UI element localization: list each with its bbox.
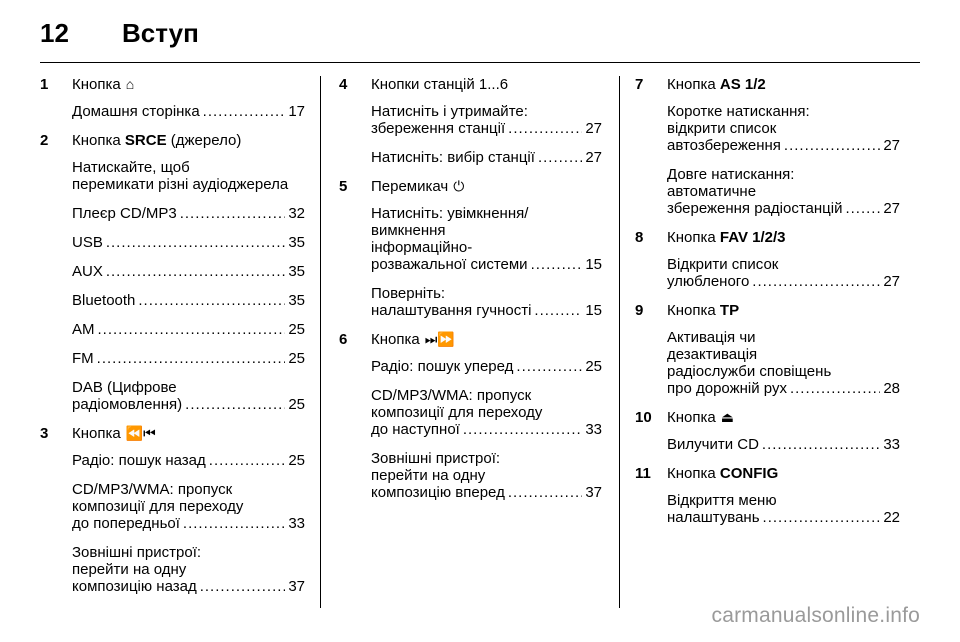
toc-text: композиції для переходу	[72, 498, 244, 515]
page-ref: 25	[288, 321, 305, 338]
toc-text: радіослужби сповіщень	[667, 363, 832, 380]
column-divider-1	[320, 76, 321, 608]
dot-leader	[209, 452, 286, 469]
entry-label: Кнопка	[72, 132, 121, 149]
toc-item	[371, 285, 602, 319]
page-ref: 35	[288, 234, 305, 251]
seek-forward-icon: ⏭⏩	[424, 331, 455, 347]
toc-text: FM	[72, 350, 94, 367]
toc-item	[667, 436, 900, 453]
page-ref: 28	[883, 380, 900, 397]
toc-text: про дорожній рух	[667, 380, 787, 397]
page-title: Вступ	[122, 18, 199, 48]
entry-heading	[371, 178, 602, 195]
toc-item	[667, 492, 900, 526]
toc-line	[72, 578, 305, 595]
toc-text: Натискайте, щоб	[72, 159, 190, 176]
toc-text: композицію вперед	[371, 484, 505, 501]
entry-number: 3	[40, 425, 49, 442]
dot-leader	[538, 149, 582, 166]
entry-5	[339, 178, 602, 319]
toc-line	[72, 515, 305, 532]
toc-line	[72, 234, 305, 251]
toc-text: автозбереження	[667, 137, 781, 154]
entry-label: Кнопка	[667, 302, 716, 319]
column-1	[40, 76, 305, 607]
toc-item	[72, 379, 305, 413]
toc-item	[72, 263, 305, 280]
toc-text: Радіо: пошук уперед	[371, 358, 514, 375]
toc-line	[72, 321, 305, 338]
page-ref: 27	[585, 149, 602, 166]
entry-heading	[667, 409, 900, 426]
dot-leader	[790, 380, 880, 397]
page-ref: 25	[288, 396, 305, 413]
toc-item	[72, 350, 305, 367]
toc-item	[72, 103, 305, 120]
toc-text: інформаційно-	[371, 239, 473, 256]
toc-item	[72, 234, 305, 251]
page-ref: 15	[585, 256, 602, 273]
page-ref: 17	[288, 103, 305, 120]
toc-line	[371, 256, 602, 273]
toc-text: USB	[72, 234, 103, 251]
toc-item	[72, 205, 305, 222]
dot-leader	[98, 321, 286, 338]
toc-line	[371, 149, 602, 166]
toc-text: Домашня сторінка	[72, 103, 200, 120]
page-ref: 25	[288, 452, 305, 469]
toc-line	[371, 484, 602, 501]
toc-text: розважальної системи	[371, 256, 528, 273]
entry-label: Кнопка	[667, 76, 716, 93]
toc-text: перейти на одну	[371, 467, 486, 484]
dot-leader	[203, 103, 286, 120]
entry-heading	[667, 76, 900, 93]
entry-heading	[371, 76, 602, 93]
page-ref: 25	[288, 350, 305, 367]
dot-leader	[106, 234, 285, 251]
entry-8	[635, 229, 900, 290]
toc-item	[371, 387, 602, 438]
toc-text: AM	[72, 321, 95, 338]
toc-line	[72, 396, 305, 413]
toc-line	[72, 263, 305, 280]
button-name: SRCE	[124, 132, 167, 149]
page-ref: 15	[585, 302, 602, 319]
toc-line	[371, 421, 602, 438]
toc-text: Плеєр CD/MP3	[72, 205, 177, 222]
entry-heading	[72, 132, 305, 149]
toc-text: відкрити список	[667, 120, 777, 137]
toc-text: композиції для переходу	[371, 404, 543, 421]
column-3	[635, 76, 900, 538]
entry-heading	[72, 76, 305, 93]
entry-number: 5	[339, 178, 348, 195]
button-name: AS 1/2	[719, 76, 766, 93]
toc-item	[72, 292, 305, 309]
column-divider-2	[619, 76, 620, 608]
column-2	[339, 76, 602, 513]
entry-number: 6	[339, 331, 348, 348]
toc-line	[667, 200, 900, 217]
dot-leader	[762, 436, 880, 453]
entry-heading	[667, 465, 900, 482]
entry-heading	[371, 331, 602, 348]
entry-label: Кнопка	[72, 76, 121, 93]
page-header	[40, 12, 920, 52]
toc-text: Радіо: пошук назад	[72, 452, 206, 469]
toc-text: перейти на одну	[72, 561, 187, 578]
button-name: CONFIG	[719, 465, 779, 482]
entry-11	[635, 465, 900, 526]
page-ref: 33	[585, 421, 602, 438]
entry-suffix: (джерело)	[166, 132, 242, 149]
page-ref: 35	[288, 292, 305, 309]
toc-item	[371, 205, 602, 273]
home-icon: ⌂	[125, 76, 135, 92]
page-ref: 37	[288, 578, 305, 595]
page-number: 12	[40, 18, 69, 48]
page-ref: 27	[585, 120, 602, 137]
toc-line	[72, 103, 305, 120]
entry-2	[40, 132, 305, 413]
toc-line	[72, 350, 305, 367]
toc-text: Поверніть:	[371, 285, 446, 302]
toc-item	[371, 450, 602, 501]
toc-text: Активація чи	[667, 329, 756, 346]
toc-text: Вилучити CD	[667, 436, 759, 453]
toc-text: Натисніть і утримайте:	[371, 103, 528, 120]
entry-number: 9	[635, 302, 644, 319]
toc-item	[72, 544, 305, 595]
toc-text: Зовнішні пристрої:	[72, 544, 202, 561]
dot-leader	[516, 358, 582, 375]
entry-1	[40, 76, 305, 120]
power-knob-icon: ⏻	[453, 178, 465, 194]
entry-4	[339, 76, 602, 166]
dot-leader	[200, 578, 286, 595]
entry-number: 1	[40, 76, 49, 93]
entry-6	[339, 331, 602, 501]
toc-text: радіомовлення)	[72, 396, 183, 413]
dot-leader	[138, 292, 285, 309]
toc-text: збереження радіостанцій	[667, 200, 843, 217]
button-name: TP	[719, 302, 740, 319]
page-ref: 27	[883, 137, 900, 154]
entry-heading	[72, 425, 305, 442]
toc-text: до наступної	[371, 421, 460, 438]
toc-item	[72, 321, 305, 338]
entry-heading	[667, 302, 900, 319]
dot-leader	[534, 302, 582, 319]
dot-leader	[97, 350, 286, 367]
dot-leader	[508, 484, 582, 501]
dot-leader	[180, 205, 286, 222]
entry-number: 2	[40, 132, 49, 149]
toc-text: автоматичне	[667, 183, 757, 200]
toc-text: Відкриття меню	[667, 492, 777, 509]
toc-line	[72, 452, 305, 469]
entry-number: 8	[635, 229, 644, 246]
toc-item	[667, 166, 900, 217]
toc-line	[667, 137, 900, 154]
toc-item	[667, 256, 900, 290]
toc-text: налаштувань	[667, 509, 760, 526]
toc-line	[72, 292, 305, 309]
toc-text: композицію назад	[72, 578, 197, 595]
page-ref: 25	[585, 358, 602, 375]
entry-number: 4	[339, 76, 348, 93]
toc-text: Зовнішні пристрої:	[371, 450, 501, 467]
dot-leader	[106, 263, 285, 280]
entry-number: 7	[635, 76, 644, 93]
page-ref: 32	[288, 205, 305, 222]
toc-item	[667, 329, 900, 397]
eject-icon: ⏏	[720, 409, 734, 425]
page-ref: 35	[288, 263, 305, 280]
entry-7	[635, 76, 900, 217]
toc-item	[72, 452, 305, 469]
toc-text: збереження станції	[371, 120, 506, 137]
dot-leader	[183, 515, 285, 532]
toc-text: CD/MP3/WMA: пропуск	[72, 481, 233, 498]
entry-label: Кнопки станцій 1...6	[371, 76, 509, 93]
toc-text: Коротке натискання:	[667, 103, 810, 120]
button-name: FAV 1/2/3	[719, 229, 786, 246]
dot-leader	[185, 396, 285, 413]
entry-number: 11	[635, 465, 651, 482]
toc-text: улюбленого	[667, 273, 750, 290]
toc-item	[371, 358, 602, 375]
dot-leader	[763, 509, 881, 526]
entry-heading	[667, 229, 900, 246]
page-ref: 33	[883, 436, 900, 453]
page-ref: 37	[585, 484, 602, 501]
dot-leader	[463, 421, 582, 438]
entry-label: Кнопка	[72, 425, 121, 442]
toc-text: вимкнення	[371, 222, 446, 239]
toc-text: Довге натискання:	[667, 166, 795, 183]
dot-leader	[531, 256, 583, 273]
toc-text: CD/MP3/WMA: пропуск	[371, 387, 532, 404]
toc-text: AUX	[72, 263, 103, 280]
toc-text: Відкрити список	[667, 256, 779, 273]
toc-text: Натисніть: увімкнення/	[371, 205, 529, 222]
toc-line	[371, 302, 602, 319]
toc-text: Натисніть: вибір станції	[371, 149, 535, 166]
dot-leader	[845, 200, 880, 217]
toc-item	[72, 481, 305, 532]
toc-line	[667, 273, 900, 290]
entry-label: Кнопка	[667, 409, 716, 426]
toc-line	[667, 436, 900, 453]
page-ref: 22	[883, 509, 900, 526]
entry-10	[635, 409, 900, 453]
toc-text: дезактивація	[667, 346, 758, 363]
toc-text: Bluetooth	[72, 292, 136, 309]
header-rule	[40, 62, 920, 63]
toc-line	[667, 509, 900, 526]
seek-back-icon: ⏪⏮	[125, 425, 156, 441]
entry-label: Кнопка	[667, 229, 716, 246]
toc-item	[72, 159, 305, 193]
entry-9	[635, 302, 900, 397]
toc-item	[667, 103, 900, 154]
dot-leader	[508, 120, 582, 137]
entry-label: Перемикач	[371, 178, 449, 195]
watermark: carmanualsonline.info	[711, 604, 920, 627]
entry-label: Кнопка	[667, 465, 716, 482]
page-ref: 27	[883, 200, 900, 217]
dot-leader	[784, 137, 880, 154]
toc-text: налаштування гучності	[371, 302, 532, 319]
entry-number: 10	[635, 409, 652, 426]
toc-text: перемикати різні аудіоджерела	[72, 176, 289, 193]
toc-line	[72, 205, 305, 222]
entry-label: Кнопка	[371, 331, 420, 348]
toc-line	[667, 380, 900, 397]
toc-text: до попередньої	[72, 515, 180, 532]
toc-line	[371, 120, 602, 137]
toc-line	[371, 358, 602, 375]
page-ref: 27	[883, 273, 900, 290]
dot-leader	[752, 273, 880, 290]
entry-3	[40, 425, 305, 595]
page-ref: 33	[288, 515, 305, 532]
toc-item	[371, 149, 602, 166]
toc-text: DAB (Цифрове	[72, 379, 177, 396]
toc-item	[371, 103, 602, 137]
